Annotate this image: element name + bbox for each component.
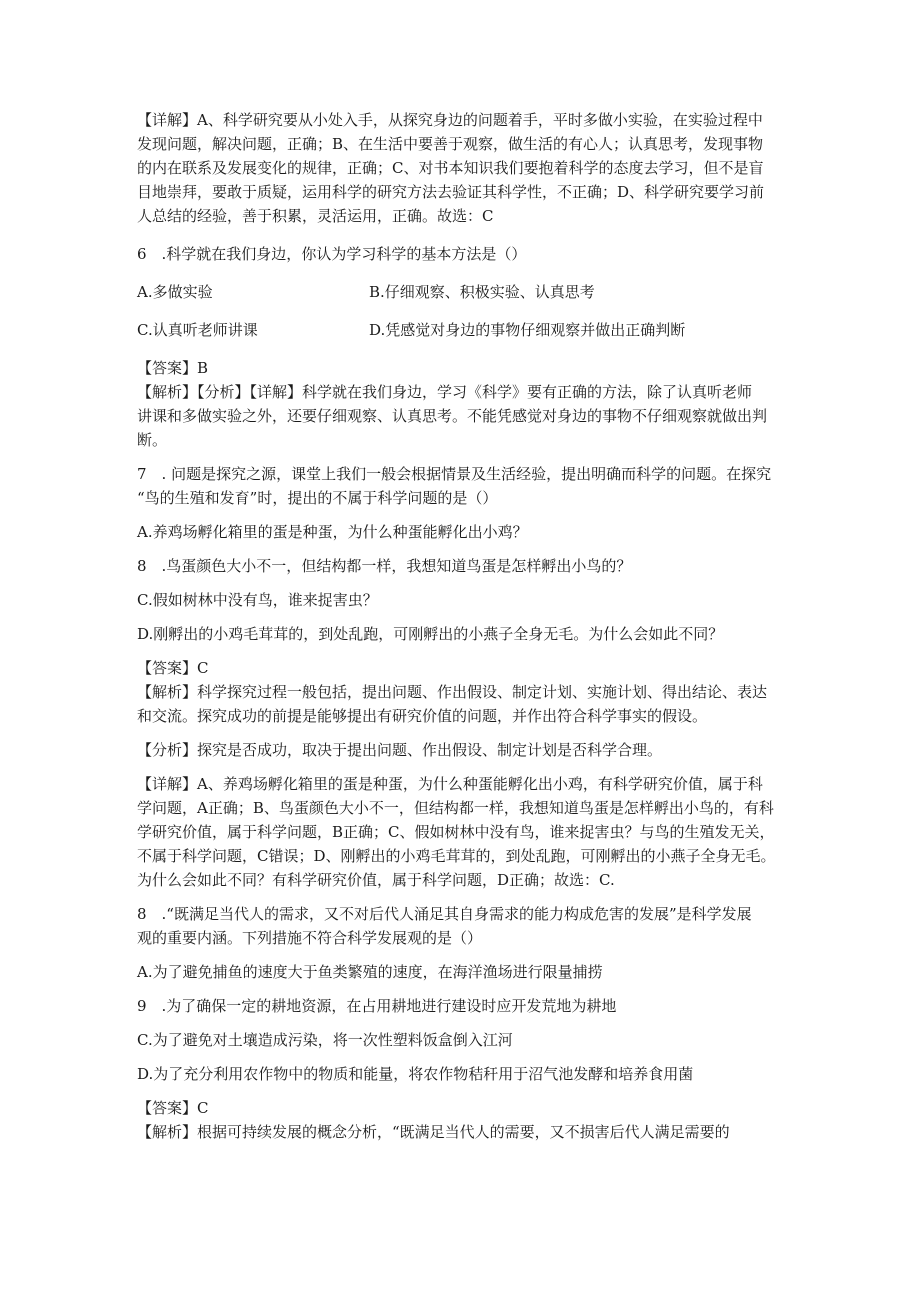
q6-analysis-line: 【解析】【分析】【详解】科学就在我们身边，学习《科学》要有正确的方法，除了认真听老师 [137, 383, 753, 401]
q8-option-a: A.为了避免捕鱼的速度大于鱼类繁殖的速度，在海洋渔场进行限量捕捞 [137, 963, 603, 981]
q8-question-line: 8 .“既满足当代人的需求，又不对后代人涌足其自身需求的能力构成危害的发展”是科学发展 [137, 905, 752, 923]
q6-analysis [137, 380, 787, 452]
q7-option-a: A.养鸡场孵化箱里的蛋是种蛋，为什么种蛋能孵化出小鸡？ [137, 523, 528, 541]
q7-question [137, 462, 787, 510]
q7-option-c: C.假如树林中没有鸟，谁来捉害虫？ [137, 591, 378, 609]
q5-detail [137, 108, 787, 228]
q7-analysis-line: 【解析】科学探究过程一般包括，提出问题、作出假设、制定计划、实施计划、得出结论、表达 [137, 683, 768, 701]
q8-option-b: 9 .为了确保一定的耕地资源，在占用耕地进行建设时应开发荒地为耕地 [137, 997, 617, 1015]
q7-analysis-line: 和交流。探究成功的前提是能够提出有研究价值的问题，并作出符合科学事实的假设。 [137, 707, 708, 725]
q8-analysis [137, 1120, 787, 1144]
q7-answer [137, 656, 787, 680]
q7-detail-line: 学问题，A正确；B、鸟蛋颜色大小不一，但结构都一样，我想知道鸟蛋是怎样孵出小鸟的，有科 [137, 799, 774, 817]
q7-fenxi [137, 738, 787, 762]
q6-options-row-2 [137, 318, 787, 342]
q8-option-c: C.为了避免对土壤造成污染，将一次性塑料饭盒倒入江河 [137, 1031, 513, 1049]
q8-analysis-text: 【解析】根据可持续发展的概念分析，“既满足当代人的需要，又不损害后代人满足需要的 [137, 1123, 730, 1141]
q5-detail-line: 人总结的经验，善于积累，灵活运用，正确。故选：C [137, 207, 494, 225]
q7-option-b: 8 .鸟蛋颜色大小不一，但结构都一样，我想知道鸟蛋是怎样孵出小鸟的？ [137, 557, 632, 575]
q6-analysis-line: 断。 [137, 431, 168, 449]
q7-detail-line: 学研究价值，属于科学问题，B正确；C、假如树林中没有鸟，谁来捉害虫？与鸟的生殖发无关， [137, 823, 775, 841]
q5-detail-line: 发现问题，解决问题，正确；B、在生活中要善于观察，做生活的有心人；认真思考，发现事物 [137, 135, 764, 153]
q6-options-row-1 [137, 280, 787, 304]
q6-question [137, 242, 787, 266]
q6-option-c: C.认真听老师讲课 [137, 321, 258, 339]
q6-option-b: B.仔细观察、积极实验、认真思考 [369, 283, 595, 301]
q6-analysis-line: 讲课和多做实验之外，还要仔细观察、认真思考。不能凭感觉对身边的事物不仔细观察就做出判 [137, 407, 768, 425]
document-page [137, 108, 787, 1144]
q8-question [137, 902, 787, 950]
q8-answer-text: 【答案】C [137, 1099, 209, 1117]
q5-detail-line: 目地崇拜，要敢于质疑，运用科学的研究方法去验证其科学性，不正确；D、科学研究要学习前 [137, 183, 765, 201]
q6-answer [137, 356, 787, 380]
q7-detail-line: 为什么会如此不同？有科学研究价值，属于科学问题，D正确；故选：C. [137, 871, 615, 889]
q7-detail-line: 不属于科学问题，C错误；D、刚孵出的小鸡毛茸茸的，到处乱跑，可刚孵出的小燕子全身无毛。 [137, 847, 776, 865]
q8-answer [137, 1096, 787, 1120]
q7-question-line: “鸟的生殖和发育”时，提出的不属于科学问题的是（） [137, 489, 498, 507]
q7-analysis [137, 680, 787, 728]
q8-question-line: 观的重要内涵。下列措施不符合科学发展观的是（） [137, 929, 483, 947]
q6-question-text: 6 .科学就在我们身边，你认为学习科学的基本方法是（） [137, 245, 527, 263]
q7-option-d: D.刚孵出的小鸡毛茸茸的，到处乱跑，可刚孵出的小燕子全身无毛。为什么会如此不同？ [137, 625, 724, 643]
q7-detail-line: 【详解】A、养鸡场孵化箱里的蛋是种蛋，为什么种蛋能孵化出小鸡，有科学研究价值，属于科 [137, 775, 763, 793]
q7-question-line: 7 . 问题是探究之源，课堂上我们一般会根据情景及生活经验，提出明确而科学的问题。在探究 [137, 465, 772, 483]
q7-fenxi-text: 【分析】探究是否成功，取决于提出问题、作出假设、制定计划是否科学合理。 [137, 741, 663, 759]
q6-answer-text: 【答案】B [137, 359, 209, 377]
q6-option-a: A.多做实验 [137, 283, 213, 301]
q7-detail [137, 772, 787, 892]
q8-option-d: D.为了充分利用农作物中的物质和能量，将农作物秸秆用于沼气池发酵和培养食用菌 [137, 1065, 694, 1083]
q6-option-d: D.凭感觉对身边的事物仔细观察并做出正确判断 [369, 321, 686, 339]
q5-detail-line: 【详解】A、科学研究要从小处入手，从探究身边的问题着手，平时多做小实验，在实验过程中 [137, 111, 763, 129]
q7-answer-text: 【答案】C [137, 659, 209, 677]
q5-detail-line: 的内在联系及发展变化的规律，正确；C、对书本知识我们要抱着科学的态度去学习，但不是盲 [137, 159, 764, 177]
